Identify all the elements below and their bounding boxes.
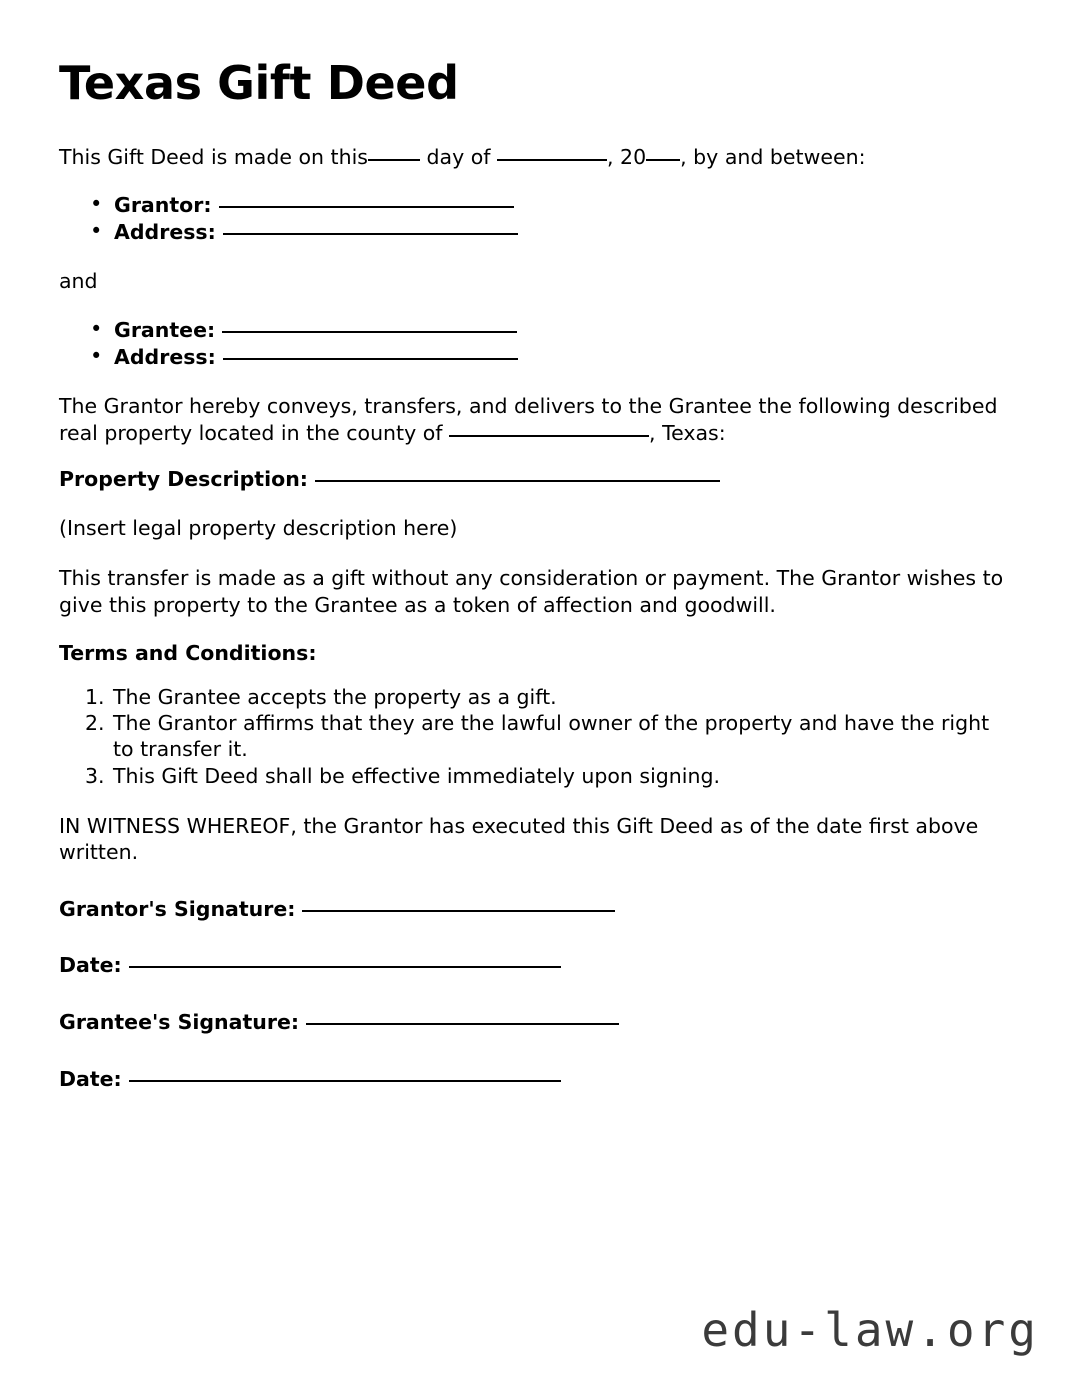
grantee-date-row [59,1066,1015,1093]
property-description-fill-line[interactable] [315,480,720,482]
grantor-date-label: Date: [59,953,122,978]
page-title: Texas Gift Deed [59,56,459,110]
witness-clause-paragraph: IN WITNESS WHEREOF, the Grantor has executed this Gift Deed as of the date first above written. [59,813,979,865]
terms-list [59,684,1015,789]
grantor-signature-label: Grantor's Signature: [59,896,296,921]
list-item: This Gift Deed shall be effective immediately upon signing. [113,763,721,788]
grantee-label: Grantee: [114,317,216,342]
grantee-date-fill-line[interactable] [129,1080,561,1082]
intro-paragraph [59,144,1015,170]
list-item-grantor-address [59,219,1015,246]
property-description-note: (Insert legal property description here) [59,515,458,540]
conveyance-paragraph [59,393,1015,446]
grantor-address-label: Address: [114,220,216,245]
grantor-date-fill-line[interactable] [129,966,561,968]
grantor-address-fill-line[interactable] [223,233,518,235]
intro-text-part2: day of [426,144,491,169]
grantee-date-label: Date: [59,1066,122,1091]
conveyance-text-part2: , Texas: [649,420,726,445]
grantee-signature-label: Grantee's Signature: [59,1009,300,1034]
site-watermark: edu-law.org [701,1303,1039,1357]
list-item-grantee [59,317,1015,344]
grantee-signature-row [59,1009,1015,1036]
grantor-fill-line[interactable] [219,206,514,208]
grantee-address-fill-line[interactable] [223,358,518,360]
year-blank [646,159,680,161]
grantor-signature-row [59,896,1015,923]
intro-text-part4: , by and between: [680,144,866,169]
conjunction-and: and [59,269,98,294]
month-blank [497,159,607,161]
list-item-grantee-address [59,344,1015,371]
conveyance-text-part1: The Grantor hereby conveys, transfers, and delivers to the Grantee the following described real property located in the county of [59,394,998,445]
intro-text-part1: This Gift Deed is made on this [59,144,368,169]
property-description-heading [59,466,1015,493]
grantor-signature-fill-line[interactable] [302,910,615,912]
grantee-address-label: Address: [114,345,216,370]
grantor-party-list [59,192,1015,247]
property-description-label: Property Description: [59,467,308,492]
grantor-label: Grantor: [114,192,212,217]
signature-block [59,896,1015,1093]
grantor-date-row [59,952,1015,979]
intro-text-part3: , 20 [607,144,647,169]
list-item: The Grantor affirms that they are the lawful owner of the property and have the right to transfer it. [113,711,990,762]
grantee-signature-fill-line[interactable] [306,1023,619,1025]
grantee-party-list [59,317,1015,372]
day-blank [368,159,420,161]
county-blank [449,435,649,437]
list-item: The Grantee accepts the property as a gift. [113,684,557,709]
grantee-fill-line[interactable] [222,331,517,333]
list-item-grantor [59,192,1015,219]
gift-statement-paragraph: This transfer is made as a gift without any consideration or payment. The Grantor wishes to give this property to the Grantee as a token of affection and goodwill. [59,566,1004,617]
terms-heading: Terms and Conditions: [59,641,317,666]
